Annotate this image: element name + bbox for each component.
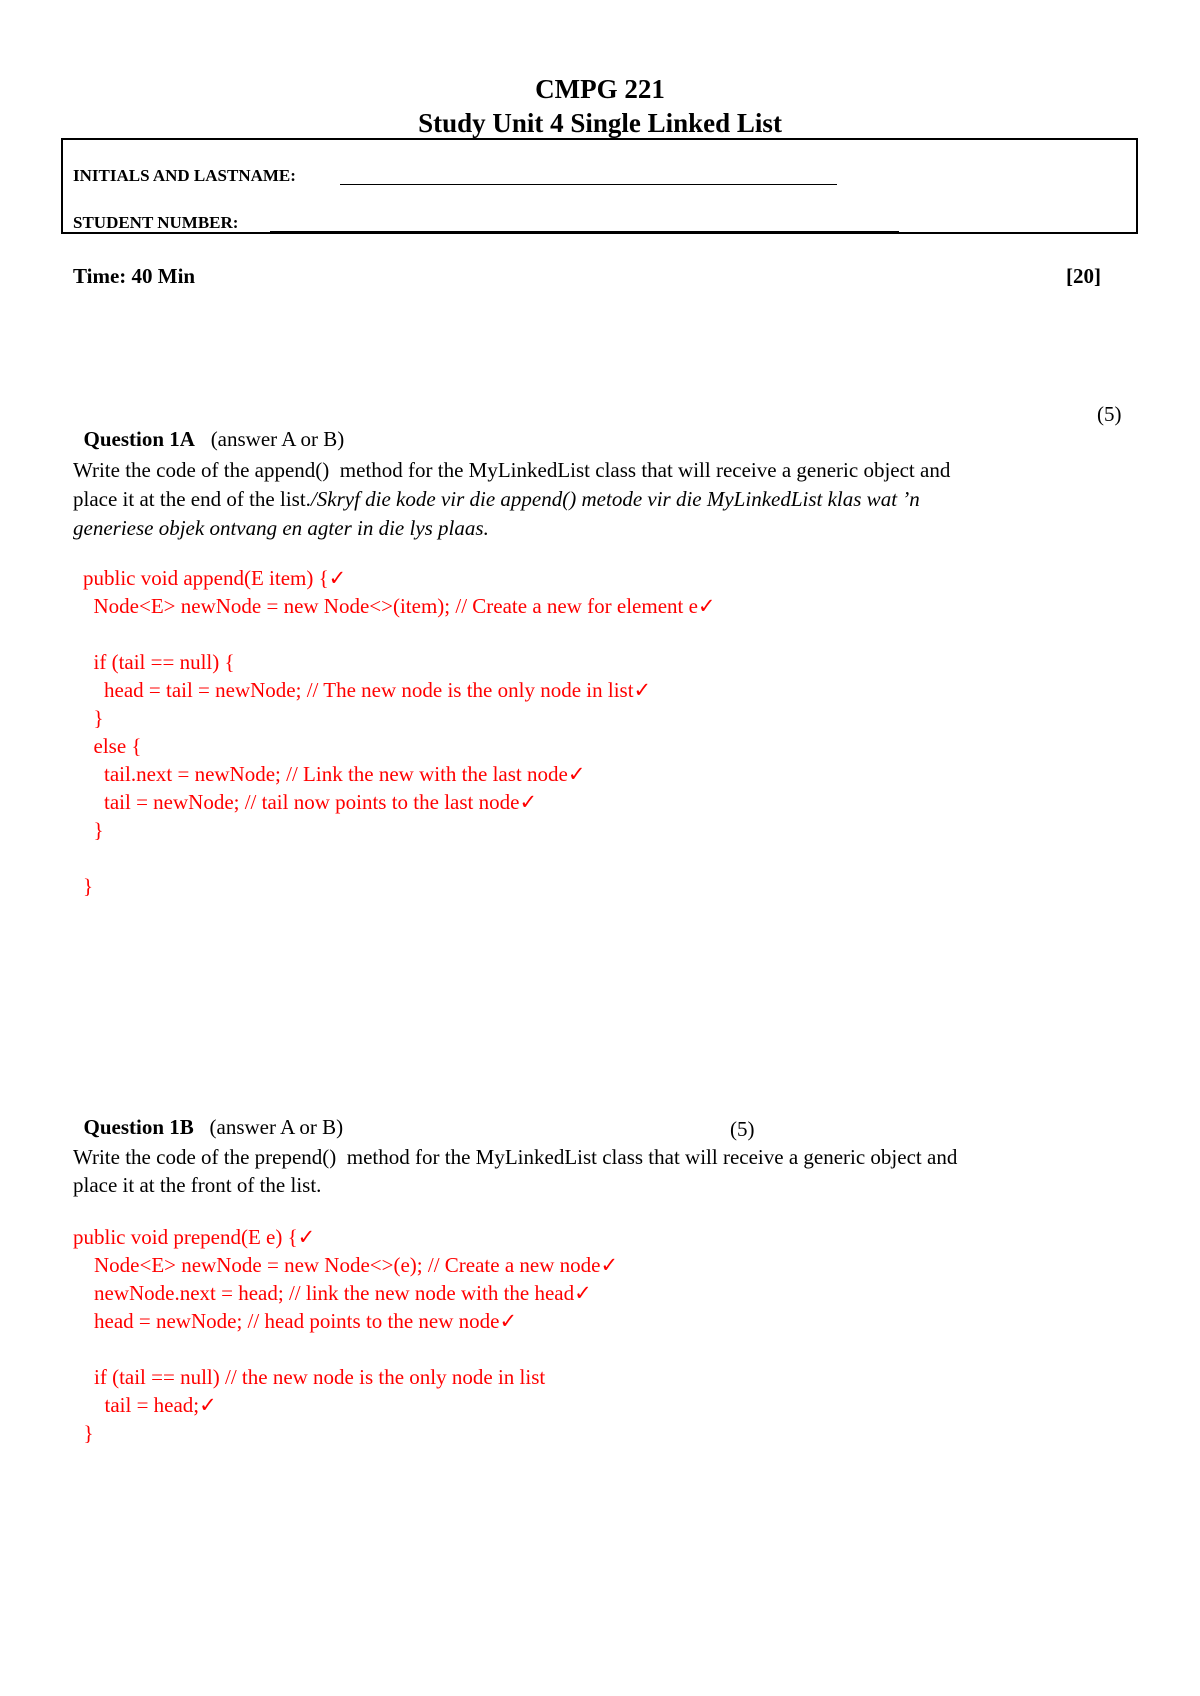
code-line: } <box>83 818 104 842</box>
page-title: Study Unit 4 Single Linked List <box>418 108 782 138</box>
code-line: tail.next = newNode; // Link the new with the last node✓ <box>83 762 586 786</box>
time-limit: Time: 40 Min <box>73 264 196 288</box>
code-line: } <box>83 874 94 898</box>
course-code: CMPG 221 <box>535 74 665 104</box>
student-number-field[interactable] <box>270 231 899 232</box>
question-1a-text-line-1: Write the code of the append() method for the MyLinkedList class that will receive a generic object and <box>73 458 951 482</box>
code-line: if (tail == null) { <box>83 650 235 674</box>
question-1a-marks: (5) <box>1097 402 1122 426</box>
code-line: Node<E> newNode = new Node<>(item); // Create a new for element e✓ <box>83 594 716 618</box>
code-line: head = tail = newNode; // The new node is the only node in list✓ <box>83 678 652 702</box>
question-1a-text-en: place it at the end of the list. <box>73 487 311 511</box>
code-line: tail = newNode; // tail now points to the last node✓ <box>83 790 538 814</box>
code-line: if (tail == null) // the new node is the only node in list <box>73 1365 546 1389</box>
question-1b-text-line-2: place it at the front of the list. <box>73 1173 322 1197</box>
code-line: public void append(E item) {✓ <box>83 566 347 590</box>
code-line: tail = head;✓ <box>73 1393 217 1417</box>
question-1a-note: (answer A or B) <box>210 427 345 451</box>
question-1b-text-line-1: Write the code of the prepend() method for the MyLinkedList class that will receive a generic object and <box>73 1145 958 1169</box>
code-line: Node<E> newNode = new Node<>(e); // Create a new node✓ <box>73 1253 619 1277</box>
question-1a-text-af: /Skryf die kode vir die append() metode vir die MyLinkedList klas wat ’n <box>310 487 920 511</box>
question-1b-note: (answer A or B) <box>209 1115 344 1139</box>
question-1a-title: Question 1A <box>83 427 195 451</box>
code-line: newNode.next = head; // link the new node with the head✓ <box>73 1281 592 1305</box>
initials-field[interactable] <box>340 184 837 185</box>
question-1b-heading <box>73 1090 343 1140</box>
question-1b-marks: (5) <box>730 1117 755 1141</box>
question-1a-text-line-3: generiese objek ontvang en agter in die lys plaas. <box>73 516 489 540</box>
code-line: public void prepend(E e) {✓ <box>73 1225 316 1249</box>
code-line: } <box>73 1421 94 1445</box>
question-1a-text-line-2 <box>73 487 920 512</box>
student-number-label: STUDENT NUMBER: <box>73 213 239 232</box>
question-1a-heading <box>73 402 344 452</box>
code-line: head = newNode; // head points to the new node✓ <box>73 1309 518 1333</box>
code-line: else { <box>83 734 142 758</box>
initials-label: INITIALS AND LASTNAME: <box>73 166 296 185</box>
question-1b-title: Question 1B <box>83 1115 194 1139</box>
total-marks: [20] <box>1066 264 1101 288</box>
code-line: } <box>83 706 104 730</box>
